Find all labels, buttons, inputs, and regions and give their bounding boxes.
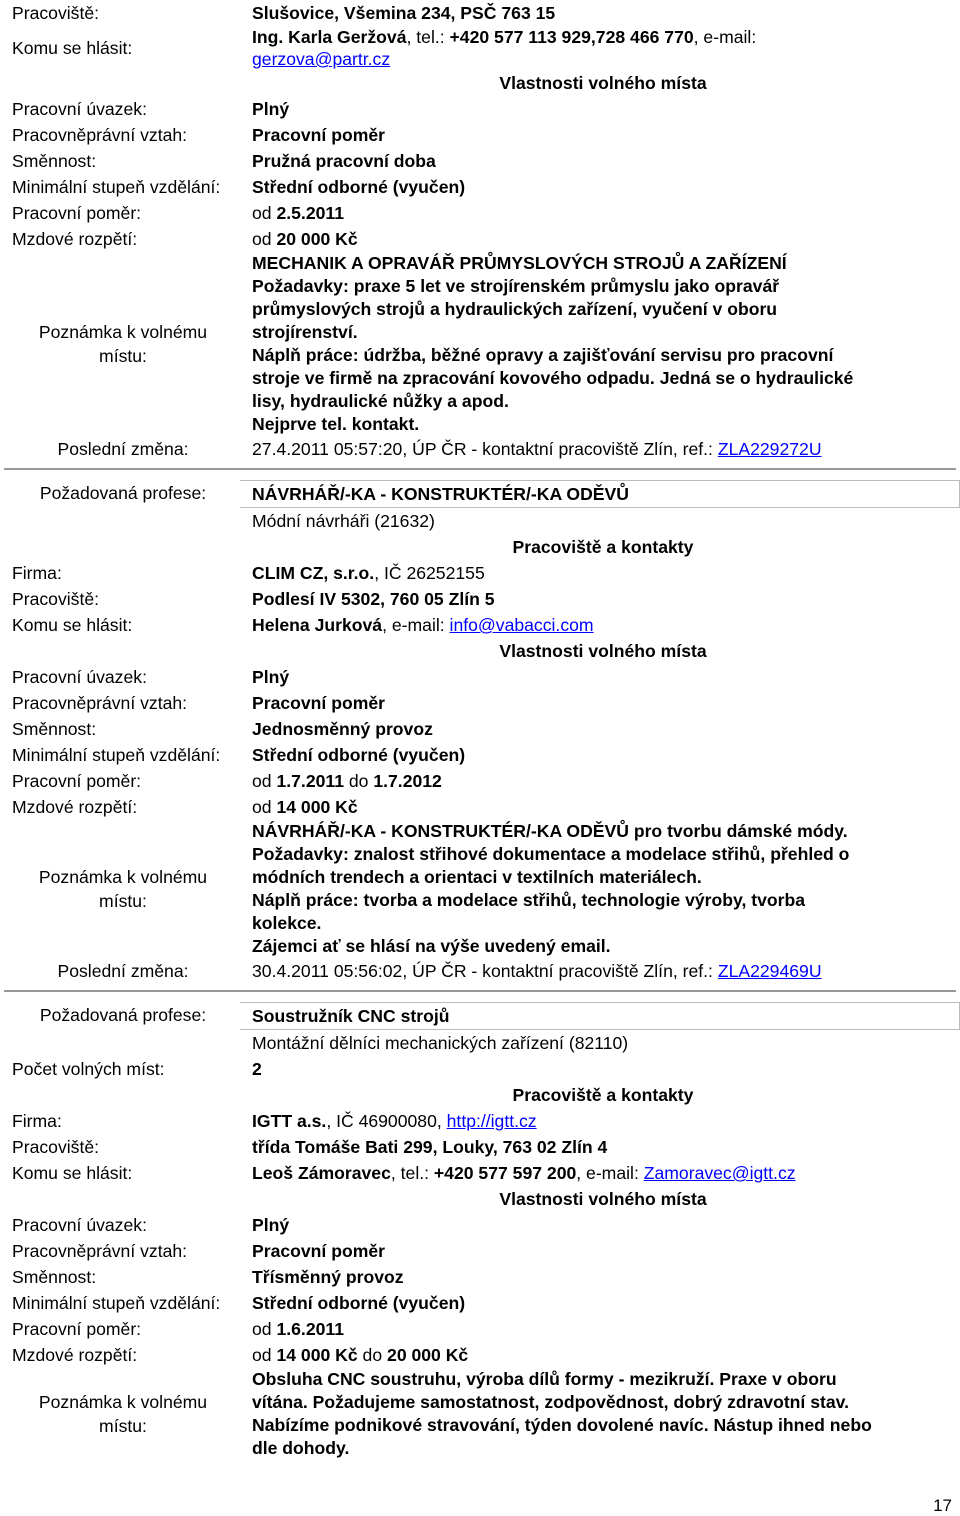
shift-value: Jednosměnný provoz [252,719,433,739]
workplace-row [0,1134,960,1160]
workplace-row [0,0,960,26]
shift-value: Třísměnný provoz [252,1267,404,1287]
section-heading: Pracoviště a kontakty [512,537,694,557]
page-number: 17 [933,1496,952,1515]
company-name: IGTT a.s. [252,1111,327,1131]
note-row [0,1368,960,1460]
vacancy-count-row [0,1056,960,1082]
company-name: CLIM CZ, s.r.o. [252,563,375,583]
shift-row [0,716,960,742]
field-label: Pracovněprávní vztah: [12,1241,188,1261]
note-label [0,320,240,368]
field-label: Pracoviště: [12,1137,100,1157]
contact-name: Helena Jurková [252,615,383,635]
section-divider [4,990,956,992]
contact-row [0,612,960,638]
employment-relation-value: Pracovní poměr [252,693,385,713]
note-line: Náplň práce: údržba, běžné opravy a zajišťování servisu pro pracovní [252,345,834,365]
profession-classification: Módní návrháři (21632) [252,511,435,531]
company-id: , IČ 26252155 [374,563,485,583]
field-label: Mzdové rozpětí: [12,797,138,817]
note-line: Obsluha CNC soustruhu, výroba dílů formy - mezikruží. Praxe v oboru [252,1369,837,1389]
field-label: Pracovní úvazek: [12,1215,147,1235]
note-line: Zájemci ať se hlásí na výše uvedený email. [252,936,611,956]
contact-phone: +420 577 597 200 [433,1163,577,1183]
company-value [240,560,960,586]
shift-value: Pružná pracovní doba [252,151,436,171]
contact-value [240,612,960,638]
note-label-line: Poznámka k volnému [38,867,208,887]
note-line: dle dohody. [252,1438,350,1458]
note-label [0,1390,240,1438]
vacancy-properties-heading-row [0,638,960,664]
prefix-text: od [252,797,277,817]
contact-name: Leoš Zámoravec [252,1163,391,1183]
employment-relation-value: Pracovní poměr [252,1241,385,1261]
field-label: Požadovaná profese: [39,483,207,503]
field-label: Komu se hlásit: [12,38,133,58]
field-label: Poslední změna: [57,439,189,459]
workload-row [0,1212,960,1238]
job-block-1 [0,0,960,462]
email-prefix: , e-mail: [693,27,757,47]
education-row [0,174,960,200]
profession-classification: Montážní dělníci mechanických zařízení (82110) [252,1033,629,1053]
employment-period-value [240,200,960,226]
field-label: Poslední změna: [57,961,189,981]
employment-relation-row [0,122,960,148]
contact-name: Ing. Karla Geržová [252,27,407,47]
field-label: Pracoviště: [12,3,100,23]
note-label [0,865,240,913]
workload-value: Plný [252,99,290,119]
education-value: Střední odborné (vyučen) [252,177,466,197]
field-label: Firma: [12,1111,62,1131]
email-prefix: , e-mail: [382,615,450,635]
contact-value [240,26,960,70]
tel-prefix: , tel.: [406,27,450,47]
shift-row [0,148,960,174]
note-row [0,252,960,436]
salary-row [0,226,960,252]
note-line: Nejprve tel. kontakt. [252,414,420,434]
salary-row [0,1342,960,1368]
contact-phone: +420 577 113 929,728 466 770 [449,27,694,47]
field-label: Pracovněprávní vztah: [12,125,188,145]
section-divider [4,468,956,470]
company-row [0,1108,960,1134]
contact-row [0,26,960,70]
field-label: Pracoviště: [12,589,100,609]
note-line: lisy, hydraulické nůžky a apod. [252,391,509,411]
field-label: Minimální stupeň vzdělání: [12,1293,221,1313]
workplace-value: Podlesí IV 5302, 760 05 Zlín 5 [252,589,495,609]
employment-period-row [0,1316,960,1342]
last-change-text: 27.4.2011 05:57:20, ÚP ČR - kontaktní pracoviště Zlín, ref.: [252,439,718,459]
prefix-text: od [252,1319,277,1339]
salary-value [240,226,960,252]
field-label: Mzdové rozpětí: [12,229,138,249]
date-value: 2.5.2011 [276,203,344,223]
section-heading: Vlastnosti volného místa [499,1189,707,1209]
field-label: Směnnost: [12,151,97,171]
vacancy-count-value: 2 [252,1059,262,1079]
section-heading: Pracoviště a kontakty [512,1085,694,1105]
company-website-link[interactable]: http://igtt.cz [446,1111,537,1131]
prefix-text: od [252,229,277,249]
note-text [240,1368,960,1460]
note-line: Nabízíme podnikové stravování, týden dovolené navíc. Nástup ihned nebo [252,1415,872,1435]
field-label: Směnnost: [12,1267,97,1287]
vacancy-properties-heading-row [0,1186,960,1212]
note-line: NÁVRHÁŘ/-KA - KONSTRUKTÉR/-KA ODĚVŮ pro tvorbu dámské módy. [252,821,848,841]
salary-value [240,794,960,820]
note-line: stroje ve firmě na zpracování kovového odpadu. Jedná se o hydraulické [252,368,854,388]
note-line: průmyslových strojů a hydraulických zařízení, vyučení v oboru [252,299,778,319]
note-line: Náplň práce: tvorba a modelace střihů, technologie výroby, tvorba [252,890,806,910]
profession-sub-row [0,1030,960,1056]
note-line: Požadavky: praxe 5 let ve strojírenském průmyslu jako opravář [252,276,780,296]
section-heading: Vlastnosti volného místa [499,641,707,661]
field-label: Směnnost: [12,719,97,739]
workplace-value: Slušovice, Všemina 234, PSČ 763 15 [252,3,556,23]
field-label: Požadovaná profese: [39,1005,207,1025]
salary-amount: 14 000 Kč [276,797,358,817]
profession-value: NÁVRHÁŘ/-KA - KONSTRUKTÉR/-KA ODĚVŮ [240,480,960,508]
salary-value [240,1342,960,1368]
note-line: Požadavky: znalost střihové dokumentace a modelace střihů, přehled o [252,844,850,864]
note-label-line: Poznámka k volnému [38,322,208,342]
date-value: 1.6.2011 [276,1319,344,1339]
workload-value: Plný [252,667,290,687]
prefix-text: od [252,1345,277,1365]
shift-row [0,1264,960,1290]
education-value: Střední odborné (vyučen) [252,745,466,765]
workload-row [0,96,960,122]
salary-to: 20 000 Kč [387,1345,469,1365]
prefix-text: od [252,771,277,791]
employment-period-row [0,768,960,794]
employment-relation-row [0,690,960,716]
profession-row [0,480,960,508]
profession-row [0,1002,960,1030]
contacts-heading-row [0,1082,960,1108]
company-row [0,560,960,586]
company-id: , IČ 46900080, [326,1111,447,1131]
separator-text: do [357,1345,388,1365]
contact-value [240,1160,960,1186]
education-row [0,1290,960,1316]
reference-link[interactable]: ZLA229469U [717,961,822,981]
tel-prefix: , tel.: [390,1163,434,1183]
note-line: vítána. Požadujeme samostatnost, zodpovědnost, dobrý zdravotní stav. [252,1392,849,1412]
note-text [240,820,960,958]
field-label: Pracovněprávní vztah: [12,693,188,713]
workload-value: Plný [252,1215,290,1235]
education-value: Střední odborné (vyučen) [252,1293,466,1313]
separator-text: do [343,771,374,791]
employment-relation-value: Pracovní poměr [252,125,385,145]
last-change-row [0,958,960,984]
field-label: Komu se hlásit: [12,615,133,635]
note-line: strojírenství. [252,322,358,342]
email-prefix: , e-mail: [576,1163,644,1183]
salary-row [0,794,960,820]
vacancy-properties-heading-row [0,70,960,96]
note-line: MECHANIK A OPRAVÁŘ PRŮMYSLOVÝCH STROJŮ A ZAŘÍZENÍ [252,253,787,273]
profession-sub-row [0,508,960,534]
section-heading: Vlastnosti volného místa [499,73,707,93]
workplace-value: třída Tomáše Bati 299, Louky, 763 02 Zlín 4 [252,1137,608,1157]
note-line: módních trendech a orientaci v textilních materiálech. [252,867,702,887]
contact-email-link[interactable]: Zamoravec@igtt.cz [643,1163,796,1183]
workload-row [0,664,960,690]
salary-amount: 20 000 Kč [276,229,358,249]
note-line: kolekce. [252,913,322,933]
last-change-row [0,436,960,462]
job-block-3 [0,1002,960,1460]
field-label: Pracovní poměr: [12,1319,142,1339]
field-label: Firma: [12,563,62,583]
employment-period-value [240,1316,960,1342]
field-label: Pracovní úvazek: [12,667,147,687]
note-label-line: místu: [99,346,147,366]
company-value [240,1108,960,1134]
field-label: Komu se hlásit: [12,1163,133,1183]
employment-period-row [0,200,960,226]
field-label: Pracovní úvazek: [12,99,147,119]
date-from: 1.7.2011 [276,771,344,791]
note-label-line: Poznámka k volnému [38,1392,208,1412]
date-to: 1.7.2012 [373,771,442,791]
prefix-text: od [252,203,277,223]
note-text [240,252,960,436]
last-change-value [240,958,960,984]
note-label-line: místu: [99,1416,147,1436]
note-row [0,820,960,958]
education-row [0,742,960,768]
field-label: Mzdové rozpětí: [12,1345,138,1365]
note-label-line: místu: [99,891,147,911]
contact-email-link[interactable]: gerzova@partr.cz [252,49,391,69]
contact-email-link[interactable]: info@vabacci.com [449,615,594,635]
last-change-text: 30.4.2011 05:56:02, ÚP ČR - kontaktní pracoviště Zlín, ref.: [252,961,718,981]
contact-row [0,1160,960,1186]
employment-relation-row [0,1238,960,1264]
field-label: Pracovní poměr: [12,771,142,791]
profession-value: Soustružník CNC strojů [240,1002,960,1030]
employment-period-value [240,768,960,794]
field-label: Minimální stupeň vzdělání: [12,745,221,765]
job-block-2 [0,480,960,984]
workplace-row [0,586,960,612]
field-label: Počet volných míst: [12,1059,165,1079]
field-label: Pracovní poměr: [12,203,142,223]
contacts-heading-row [0,534,960,560]
field-label: Minimální stupeň vzdělání: [12,177,221,197]
reference-link[interactable]: ZLA229272U [717,439,822,459]
last-change-value [240,436,960,462]
salary-from: 14 000 Kč [276,1345,358,1365]
